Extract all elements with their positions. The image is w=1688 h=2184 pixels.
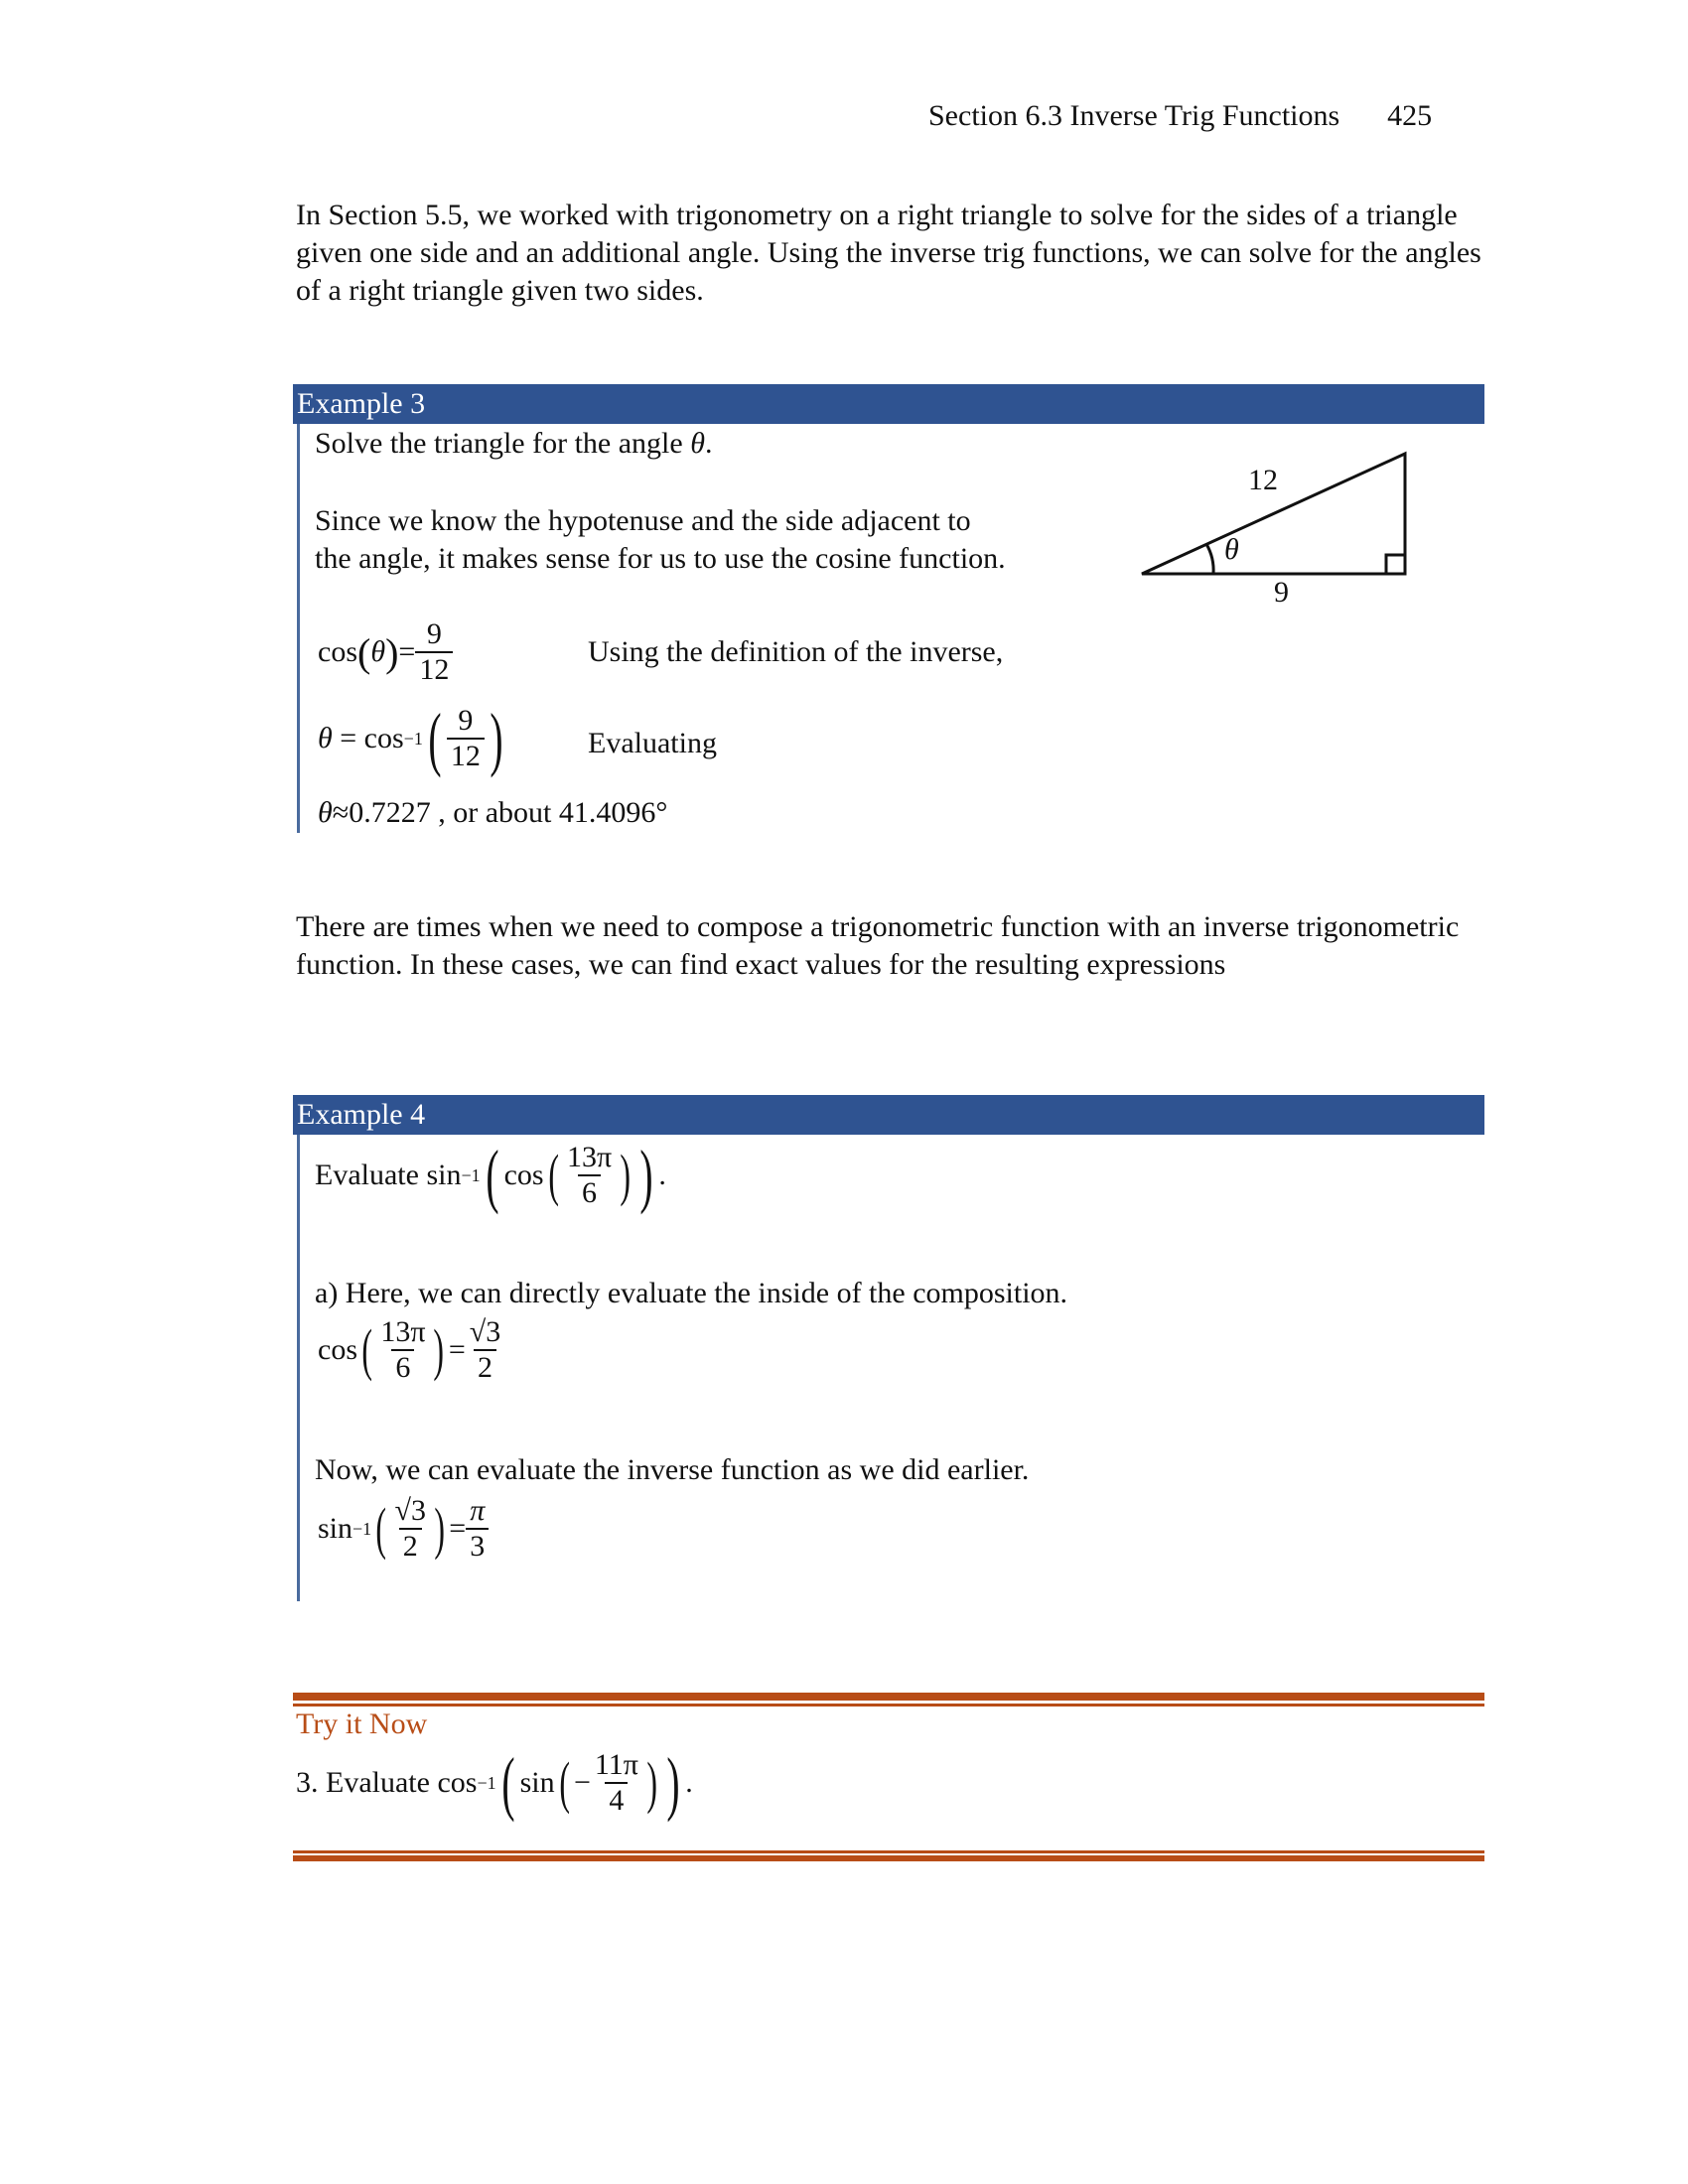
- angle-label: θ: [1224, 533, 1239, 566]
- open-paren: (: [558, 1750, 570, 1815]
- result-fraction: [466, 1494, 489, 1564]
- fn-cos: cos: [503, 1159, 544, 1191]
- close-paren: ): [620, 1143, 632, 1207]
- equation-step-1: [318, 617, 453, 687]
- theta-symbol: θ: [370, 635, 386, 668]
- inverse-superscript: −1: [477, 1772, 496, 1793]
- approx-symbol: ≈: [332, 796, 350, 829]
- equals: =: [448, 1333, 466, 1366]
- prompt-text: Solve the triangle for the angle: [315, 427, 691, 460]
- open-paren: (: [547, 1143, 559, 1207]
- part-a-text: a) Here, we can directly evaluate the inside of the composition.: [315, 1277, 1068, 1309]
- result-degrees: , or about 41.4096°: [430, 796, 668, 829]
- part-b-text: Now, we can evaluate the inverse function as we did earlier.: [315, 1453, 1030, 1486]
- close-paren: ): [639, 1136, 654, 1215]
- open-paren: (: [361, 1317, 372, 1382]
- prompt-period: .: [704, 427, 713, 460]
- theta-symbol: θ: [318, 722, 333, 754]
- example-3-left-rule: [297, 424, 300, 833]
- equation-step-2: [318, 699, 508, 778]
- try-it-now-title: Try it Now: [296, 1707, 428, 1740]
- equals: =: [449, 1512, 467, 1545]
- fn-cos: cos: [318, 635, 357, 668]
- example-3-explanation: [315, 502, 1006, 578]
- denominator: 2: [474, 1349, 496, 1385]
- step-1-note: Using the definition of the inverse,: [588, 635, 1004, 668]
- explanation-line-1: Since we know the hypotenuse and the side adjacent to: [315, 504, 971, 537]
- fn-sin: sin: [519, 1766, 555, 1799]
- close-paren: ): [434, 1496, 445, 1561]
- page-number: 425: [1387, 99, 1433, 132]
- fn-cos: cos: [363, 722, 404, 754]
- example-3-title-bar: Example 3: [293, 384, 1484, 424]
- numerator: π: [470, 1494, 486, 1527]
- denominator: 6: [578, 1174, 601, 1210]
- numerator: 11π: [594, 1748, 638, 1781]
- try-it-prompt: [296, 1743, 693, 1823]
- fraction: [563, 1141, 616, 1210]
- example-3-prompt: [315, 427, 712, 461]
- running-header: [928, 99, 1432, 133]
- fraction: [415, 617, 453, 687]
- close-paren: ): [666, 1743, 680, 1823]
- fn-sin: sin: [318, 1512, 353, 1545]
- open-paren: (: [501, 1743, 515, 1823]
- numerator: 13π: [566, 1141, 613, 1173]
- right-triangle-diagram: [1132, 442, 1430, 611]
- negative-sign: −: [573, 1766, 591, 1799]
- try-it-bottom-rule-thick: [293, 1855, 1484, 1861]
- prompt-period: .: [658, 1159, 666, 1191]
- example-4-title-bar: Example 4: [293, 1095, 1484, 1135]
- denominator: 6: [391, 1349, 414, 1385]
- fn-cos: cos: [318, 1333, 357, 1366]
- close-paren: ): [646, 1750, 657, 1815]
- denominator: 12: [415, 651, 453, 687]
- transition-paragraph: There are times when we need to compose a trigonometric function with an inverse trigonometric function. In these cases, we can find exact values for the resulting expressions: [296, 910, 1460, 981]
- denominator: 12: [447, 738, 485, 773]
- equation-step-3: [318, 796, 667, 830]
- fraction: [376, 1315, 429, 1385]
- fraction: [391, 1494, 430, 1564]
- fraction: [591, 1748, 642, 1818]
- numerator: 9: [426, 617, 442, 650]
- denominator: 3: [466, 1528, 489, 1564]
- fn-cos: cos: [437, 1766, 478, 1799]
- numerator: √3: [394, 1494, 426, 1527]
- section-title: Section 6.3 Inverse Trig Functions: [928, 99, 1340, 132]
- try-it-bottom-rule-thin: [293, 1850, 1484, 1853]
- example-4-left-rule: [297, 1135, 300, 1601]
- close-paren: ): [490, 699, 503, 778]
- prompt-text: Evaluate: [315, 1159, 419, 1191]
- result-value: 0.7227: [349, 796, 431, 829]
- close-paren: ): [433, 1317, 445, 1382]
- part-a-equation: [318, 1315, 504, 1385]
- inverse-superscript: −1: [461, 1164, 481, 1185]
- numerator: 13π: [380, 1315, 426, 1348]
- theta-symbol: θ: [318, 796, 333, 829]
- denominator: 2: [399, 1528, 422, 1564]
- numerator: √3: [469, 1315, 501, 1348]
- open-paren: (: [428, 699, 442, 778]
- inverse-superscript: −1: [403, 728, 423, 749]
- prompt-period: .: [685, 1766, 693, 1799]
- part-b-equation: [318, 1494, 489, 1564]
- hypotenuse-label: 12: [1248, 464, 1278, 496]
- inverse-superscript: −1: [352, 1518, 372, 1539]
- try-it-top-rule-thin: [293, 1704, 1484, 1706]
- open-paren: (: [357, 629, 371, 675]
- result-fraction: [466, 1315, 504, 1385]
- adjacent-label: 9: [1274, 576, 1289, 609]
- try-it-top-rule-thick: [293, 1693, 1484, 1701]
- fn-sin: sin: [426, 1159, 462, 1191]
- step-2-note: Evaluating: [588, 727, 717, 759]
- open-paren: (: [486, 1136, 499, 1215]
- denominator: 4: [605, 1782, 628, 1818]
- fraction: [447, 704, 485, 773]
- equals: =: [340, 722, 357, 754]
- intro-paragraph: In Section 5.5, we worked with trigonometry on a right triangle to solve for the sides of a triangle given one side and an additional angle. Using the inverse trig functions, we can solve for the angles of a right triangle given two sides.: [296, 199, 1481, 307]
- prompt-text: 3. Evaluate: [296, 1766, 430, 1799]
- open-paren: (: [375, 1496, 387, 1561]
- explanation-line-2: the angle, it makes sense for us to use the cosine function.: [315, 542, 1006, 575]
- close-paren: ): [385, 629, 399, 675]
- theta-symbol: θ: [690, 427, 705, 460]
- numerator: 9: [458, 704, 474, 737]
- equals: =: [398, 635, 416, 668]
- example-4-prompt: [315, 1136, 666, 1215]
